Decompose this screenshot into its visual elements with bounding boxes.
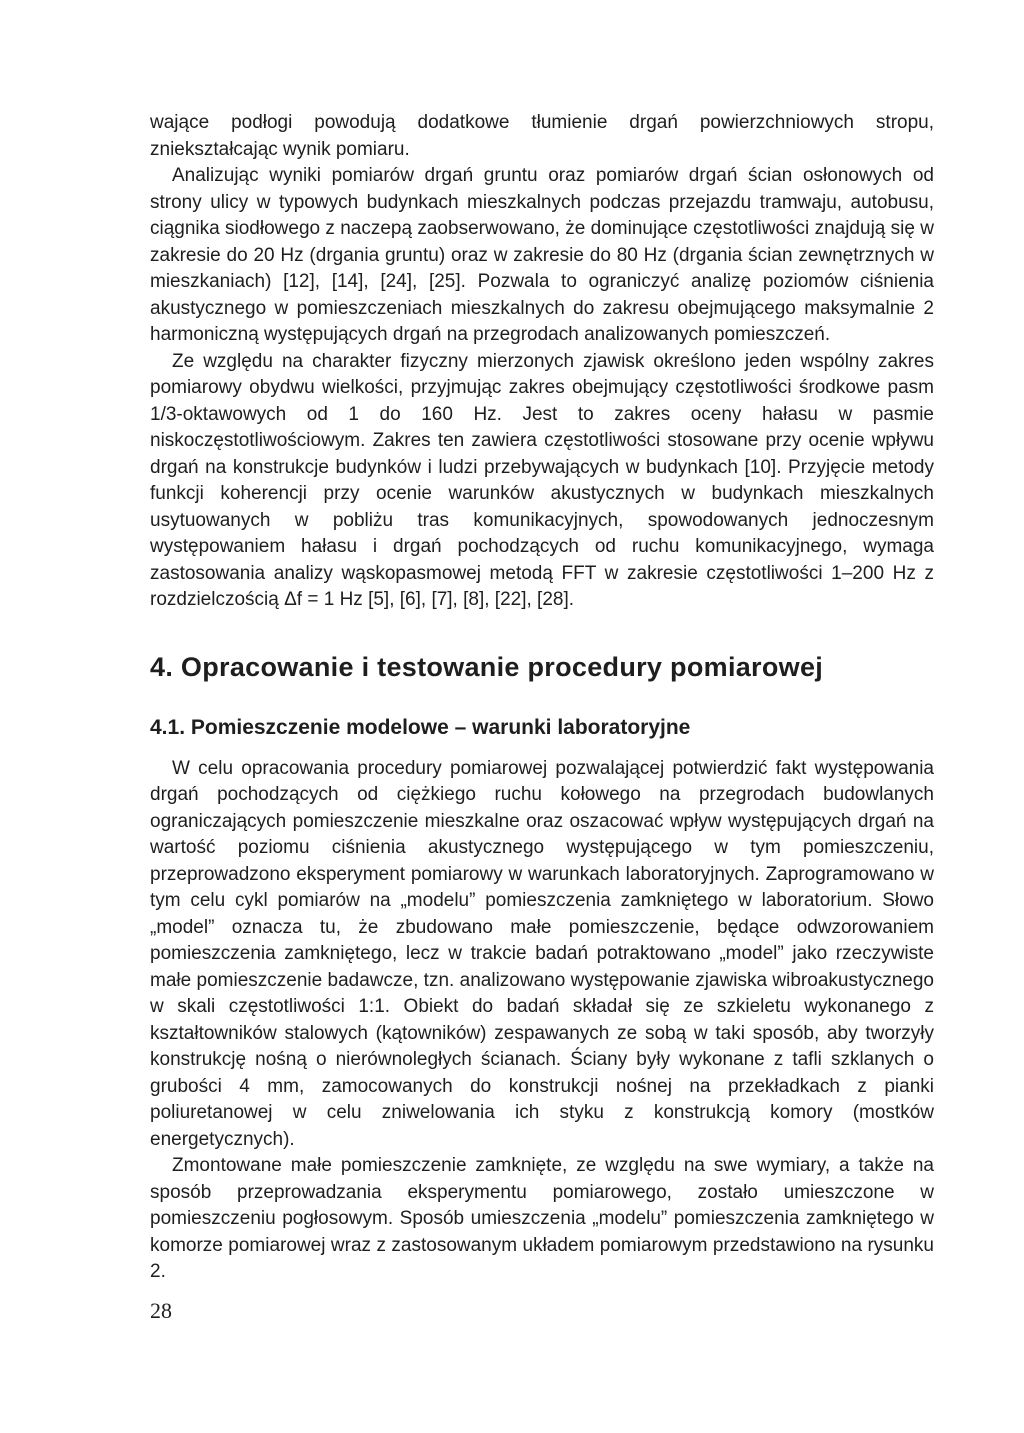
paragraph-vibration-analysis: Analizując wyniki pomiarów drgań gruntu oraz pomiarów drgań ścian osłonowych od strony ulicy w typowych budynkach mieszkalnych podczas przejazdu tramwaju, autobusu, ciągnika siodłowego z naczepą zaobserwowano, że dominujące częstotliwości znajdują się w zakresie do 20 Hz (drgania gruntu) oraz w zakresie do 80 Hz (drgania ścian zewnętrznych w mieszkaniach) [12], [14], [24], [25]. Pozwala to ograniczyć analizę poziomów ciśnienia akustycznego w pomieszczeniach mieszkalnych do zakresu obejmującego maksymalnie 2 harmoniczną występujących drgań na przegrodach analizowanych pomieszczeń. bbox=[150, 165, 934, 345]
page-number: 28 bbox=[150, 1298, 172, 1323]
subsection-heading: 4.1. Pomieszczenie modelowe – warunki laboratoryjne bbox=[150, 715, 691, 739]
paragraph-continued: wające podłogi powodują dodatkowe tłumienie drgań powierzchniowych stropu, zniekształcając wynik pomiaru. bbox=[150, 112, 934, 160]
section-heading: 4. Opracowanie i testowanie procedury pomiarowej bbox=[150, 651, 824, 682]
paragraph-model-room: W celu opracowania procedury pomiarowej pozwalającej potwierdzić fakt występowania drgań pochodzących od ciężkiego ruchu kołowego na przegrodach budowlanych ograniczających pomieszczenie mieszkalne oraz oszacować wpływ występujących drgań na wartość poziomu ciśnienia akustycznego występującego w tym pomieszczeniu, przeprowadzono eksperyment pomiarowy w warunkach laboratoryjnych. Zaprogramowano w tym celu cykl pomiarów na „modelu” pomieszczenia zamkniętego w laboratorium. Słowo „model” oznacza tu, że zbudowano małe pomieszczenie, będące odwzorowaniem pomieszczenia zamkniętego, lecz w trakcie badań potraktowano „model” jako rzeczywiste małe pomieszczenie badawcze, tzn. analizowano występowanie zjawiska wibroakustycznego w skali częstotliwości 1:1. Obiekt do badań składał się ze szkieletu wykonanego z kształtowników stalowych (kątowników) zespawanych ze sobą w taki sposób, aby tworzyły konstrukcję nośną o nierównoległych ścianach. Ściany były wykonane z tafli szklanych o grubości 4 mm, zamocowanych do konstrukcji nośnej na przekładkach z pianki poliuretanowej w celu zniwelowania ich styku z konstrukcją komory (mostków energetycznych). bbox=[150, 757, 934, 1150]
paragraph-reverberation-room: Zmontowane małe pomieszczenie zamknięte, ze względu na swe wymiary, a także na sposób przeprowadzania eksperymentu pomiarowego, zostało umieszczone w pomieszczeniu pogłosowym. Sposób umieszczenia „modelu” pomieszczenia zamkniętego w komorze pomiarowej wraz z zastosowanym układem pomiarowym przedstawiono na rysunku 2. bbox=[150, 1155, 934, 1282]
paragraph-measurement-range: Ze względu na charakter fizyczny mierzonych zjawisk określono jeden wspólny zakres pomiarowy obydwu wielkości, przyjmując zakres obejmujący częstotliwości środkowe pasm 1/3-oktawowych od 1 do 160 Hz. Jest to zakres oceny hałasu w pasmie niskoczęstotliwościowym. Zakres ten zawiera częstotliwości stosowane przy ocenie wpływu drgań na konstrukcje budynków i ludzi przebywających w budynkach [10]. Przyjęcie metody funkcji koherencji przy ocenie warunków akustycznych w budynkach mieszkalnych usytuowanych w pobliżu tras komunikacyjnych, spowodowanych jednoczesnym występowaniem hałasu i drgań pochodzących od ruchu komunikacyjnego, wymaga zastosowania analizy wąskopasmowej metodą FFT w zakresie częstotliwości 1–200 Hz z rozdzielczością Δf = 1 Hz [5], [6], [7], [8], [22], [28]. bbox=[150, 350, 934, 610]
page-content bbox=[150, 110, 934, 1286]
